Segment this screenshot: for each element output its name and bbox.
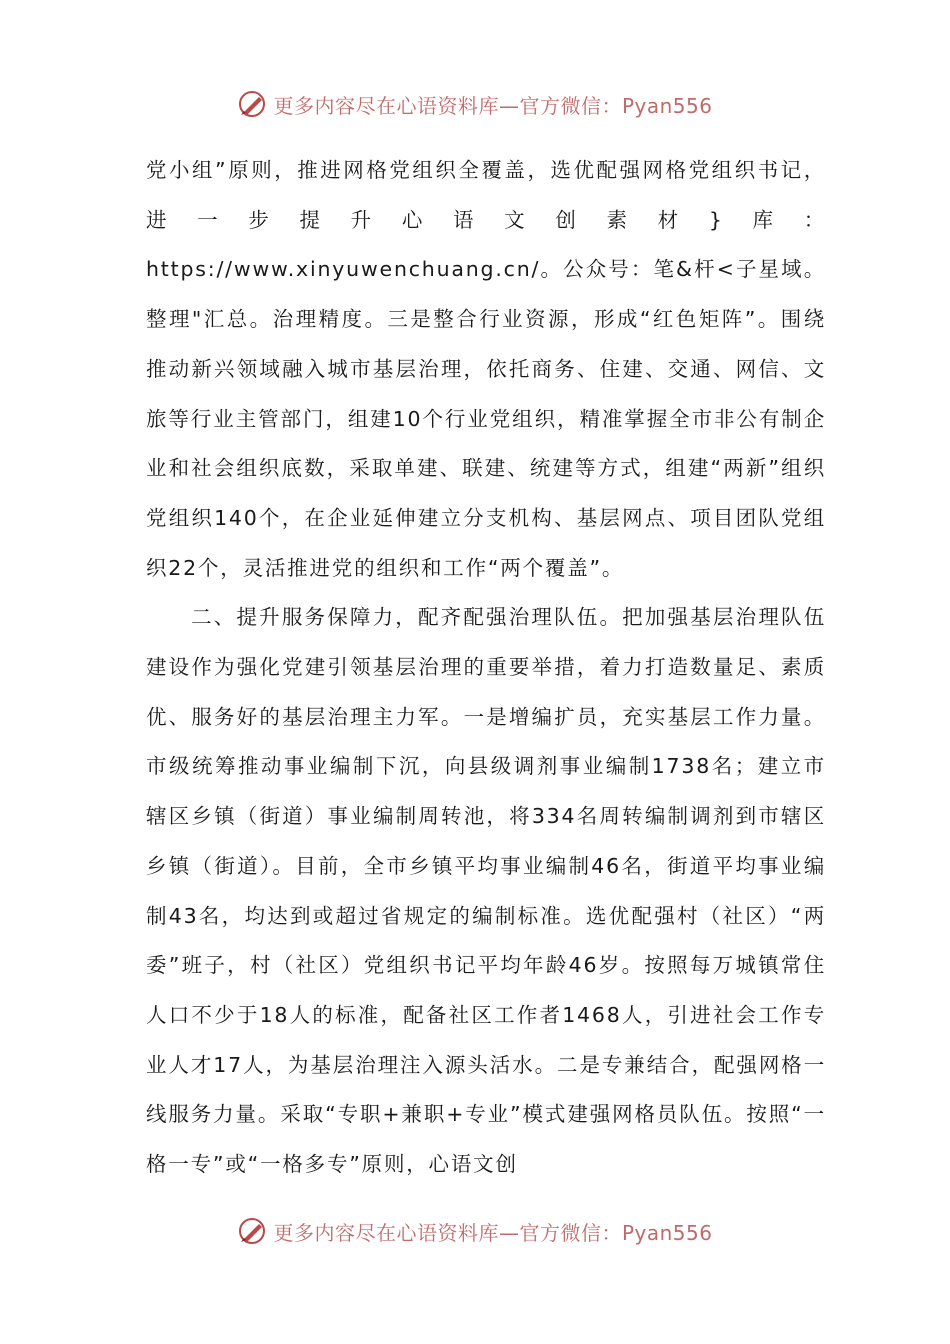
paragraph-1: 党小组”原则，推进网格党组织全覆盖，选优配强网格党组织书记，进一步提升心语文创素材}库：https://www.xinyuwenchuang.cn/。公众号：笔&杆<子星域。整理"汇总。治理精度。三是整合行业资源，形成“红色矩阵”。围绕推动新兴领域融入城市基层治理，依托商务、住建、交通、网信、文旅等行业主管部门，组建10个行业党组织，精准掌握全市非公有制企业和社会组织底数，采取单建、联建、统建等方式，组建“两新”组织党组织140个，在企业延伸建立分支机构、基层网点、项目团队党组织22个，灵活推进党的组织和工作“两个覆盖”。 [146, 158, 826, 580]
pen-logo-icon [237, 1216, 267, 1246]
document-body [146, 146, 826, 1190]
footer-banner [0, 1211, 950, 1251]
paragraph-2: 二、提升服务保障力，配齐配强治理队伍。把加强基层治理队伍建设作为强化党建引领基层治理的重要举措，着力打造数量足、素质优、服务好的基层治理主力军。一是增编扩员，充实基层工作力量。市级统筹推动事业编制下沉，向县级调剂事业编制1738名；建立市辖区乡镇（街道）事业编制周转池，将334名周转编制调剂到市辖区乡镇（街道）。目前，全市乡镇平均事业编制46名，街道平均事业编制43名，均达到或超过省规定的编制标准。选优配强村（社区）“两委”班子，村（社区）党组织书记平均年龄46岁。按照每万城镇常住人口不少于18人的标准，配备社区工作者1468人，引进社会工作专业人才17人，为基层治理注入源头活水。二是专兼结合，配强网格一线服务力量。采取“专职+兼职+专业”模式建强网格员队伍。按照“一格一专”或“一格多专”原则，心语文创 [146, 605, 826, 1177]
banner-text: 更多内容尽在心语资料库—官方微信：Pyan556 [273, 93, 713, 118]
pen-logo-icon [237, 89, 267, 119]
banner-text-footer: 更多内容尽在心语资料库—官方微信：Pyan556 [273, 1220, 713, 1245]
header-banner [0, 84, 950, 124]
